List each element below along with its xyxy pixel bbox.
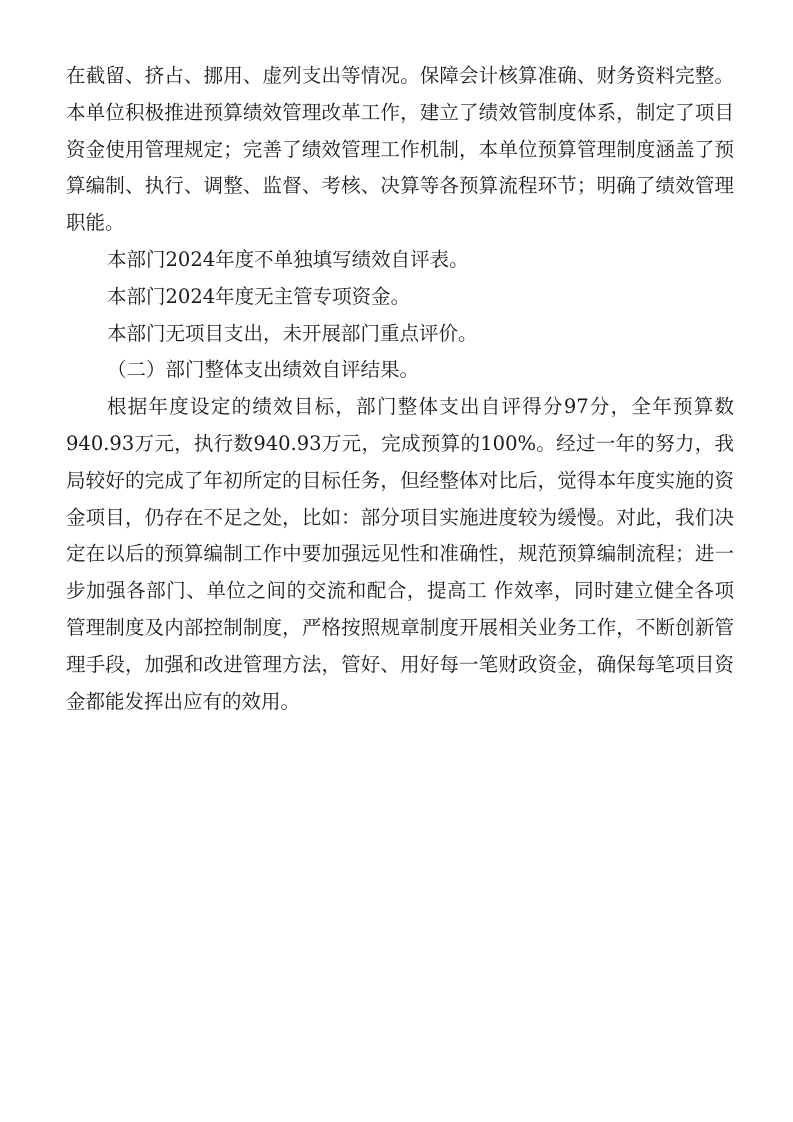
paragraph-no-project-expenditure: 本部门无项目支出，未开展部门重点评价。: [107, 321, 478, 345]
paragraph-continuation: 在截留、挤占、挪用、虚列支出等情况。保障会计核算准确、财务资料完整。本单位积极推进预算绩效管理改革工作，建立了绩效管制度体系，制定了项目资金使用管理规定；完善了绩效管理工作机制，本单位预算管理制度涵盖了预算编制、执行、调整、监督、考核、决算等各预算流程环节；明确了绩效管理职能。: [66, 64, 734, 235]
section-heading-self-eval-result: （二）部门整体支出绩效自评结果。: [107, 358, 420, 382]
paragraph-no-special-funds: 本部门2024年度无主管专项资金。: [107, 284, 411, 308]
paragraph-self-eval-result: 根据年度设定的绩效目标，部门整体支出自评得分97分，全年预算数940.93万元，执行数940.93万元，完成预算的100%。经过一年的努力，我局较好的完成了年初所定的目标任务，但经整体对比后，觉得本年度实施的资金项目，仍存在不足之处，比如：部分项目实施进度较为缓慢。对此，我们决定在以后的预算编制工作中要加强远见性和准确性，规范预算编制流程；进一步加强各部门、单位之间的交流和配合，提高工 作效率，同时建立健全各项管理制度及内部控制制度，严格按照规章制度开展相关业务工作，不断创新管理手段，加强和改进管理方法，管好、用好每一笔财政资金，确保每笔项目资金都能发挥出应有的效用。: [66, 395, 734, 713]
document-body: [66, 58, 734, 720]
paragraph-no-self-eval-form: 本部门2024年度不单独填写绩效自评表。: [107, 247, 469, 271]
